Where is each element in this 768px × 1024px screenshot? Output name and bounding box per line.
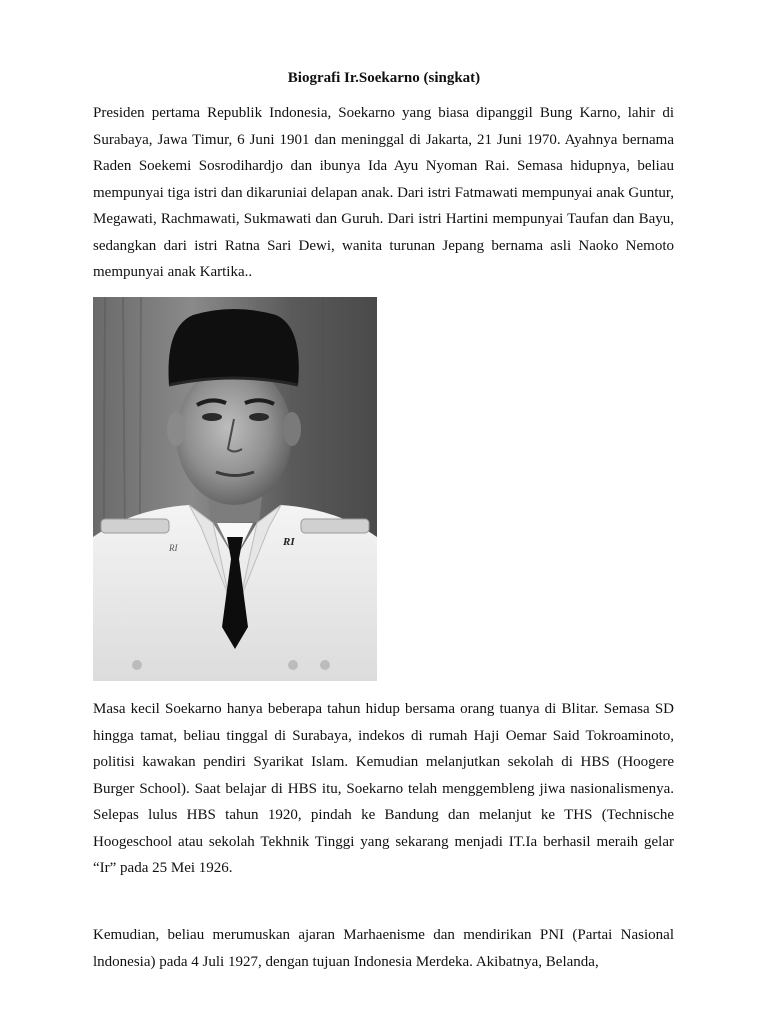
insignia-ri-left: RI <box>169 543 178 553</box>
paragraph-biography-intro: Presiden pertama Republik Indonesia, Soekarno yang biasa dipanggil Bung Karno, lahir di Surabaya, Jawa Timur, 6 Juni 1901 dan meninggal di Jakarta, 21 Juni 1970. Ayahnya bernama Raden Soekemi Sosrodihardjo dan ibunya Ida Ayu Nyoman Rai. Semasa hidupnya, beliau mempunyai tiga istri dan dikaruniai delapan anak. Dari istri Fatmawati mempunyai anak Guntur, Megawati, Rachmawati, Sukmawati dan Guruh. Dari istri Hartini mempunyai Taufan dan Bayu, sedangkan dari istri Ratna Sari Dewi, wanita turunan Jepang bernama asli Naoko Nemoto mempunyai anak Kartika.. <box>93 105 674 280</box>
portrait-photo <box>93 297 377 681</box>
paragraph-pni: Kemudian, beliau merumuskan ajaran Marhaenisme dan mendirikan PNI (Partai Nasional lndonesia) pada 4 Juli 1927, dengan tujuan Indonesia Merdeka. Akibatnya, Belanda, <box>93 927 674 970</box>
document-title: Biografi Ir.Soekarno (singkat) <box>287 70 481 86</box>
paragraph-early-life: Masa kecil Soekarno hanya beberapa tahun hidup bersama orang tuanya di Blitar. Semasa SD hingga tamat, beliau tinggal di Surabaya, indekos di rumah Haji Oemar Said Tokroaminoto, politisi kawakan pendiri Syarikat Islam. Kemudian melanjutkan sekolah di HBS (Hoogere Burger School). Saat belajar di HBS itu, Soekarno telah menggembleng jiwa nasionalismenya. Selepas lulus HBS tahun 1920, pindah ke Bandung dan melanjut ke THS (Technische Hoogeschool atau sekolah Tekhnik Tinggi yang sekarang menjadi IT.Ia berhasil meraih gelar “Ir” pada 25 Mei 1926. <box>93 701 674 876</box>
portrait-illustration <box>93 297 377 681</box>
insignia-ri-right: RI <box>283 536 295 548</box>
